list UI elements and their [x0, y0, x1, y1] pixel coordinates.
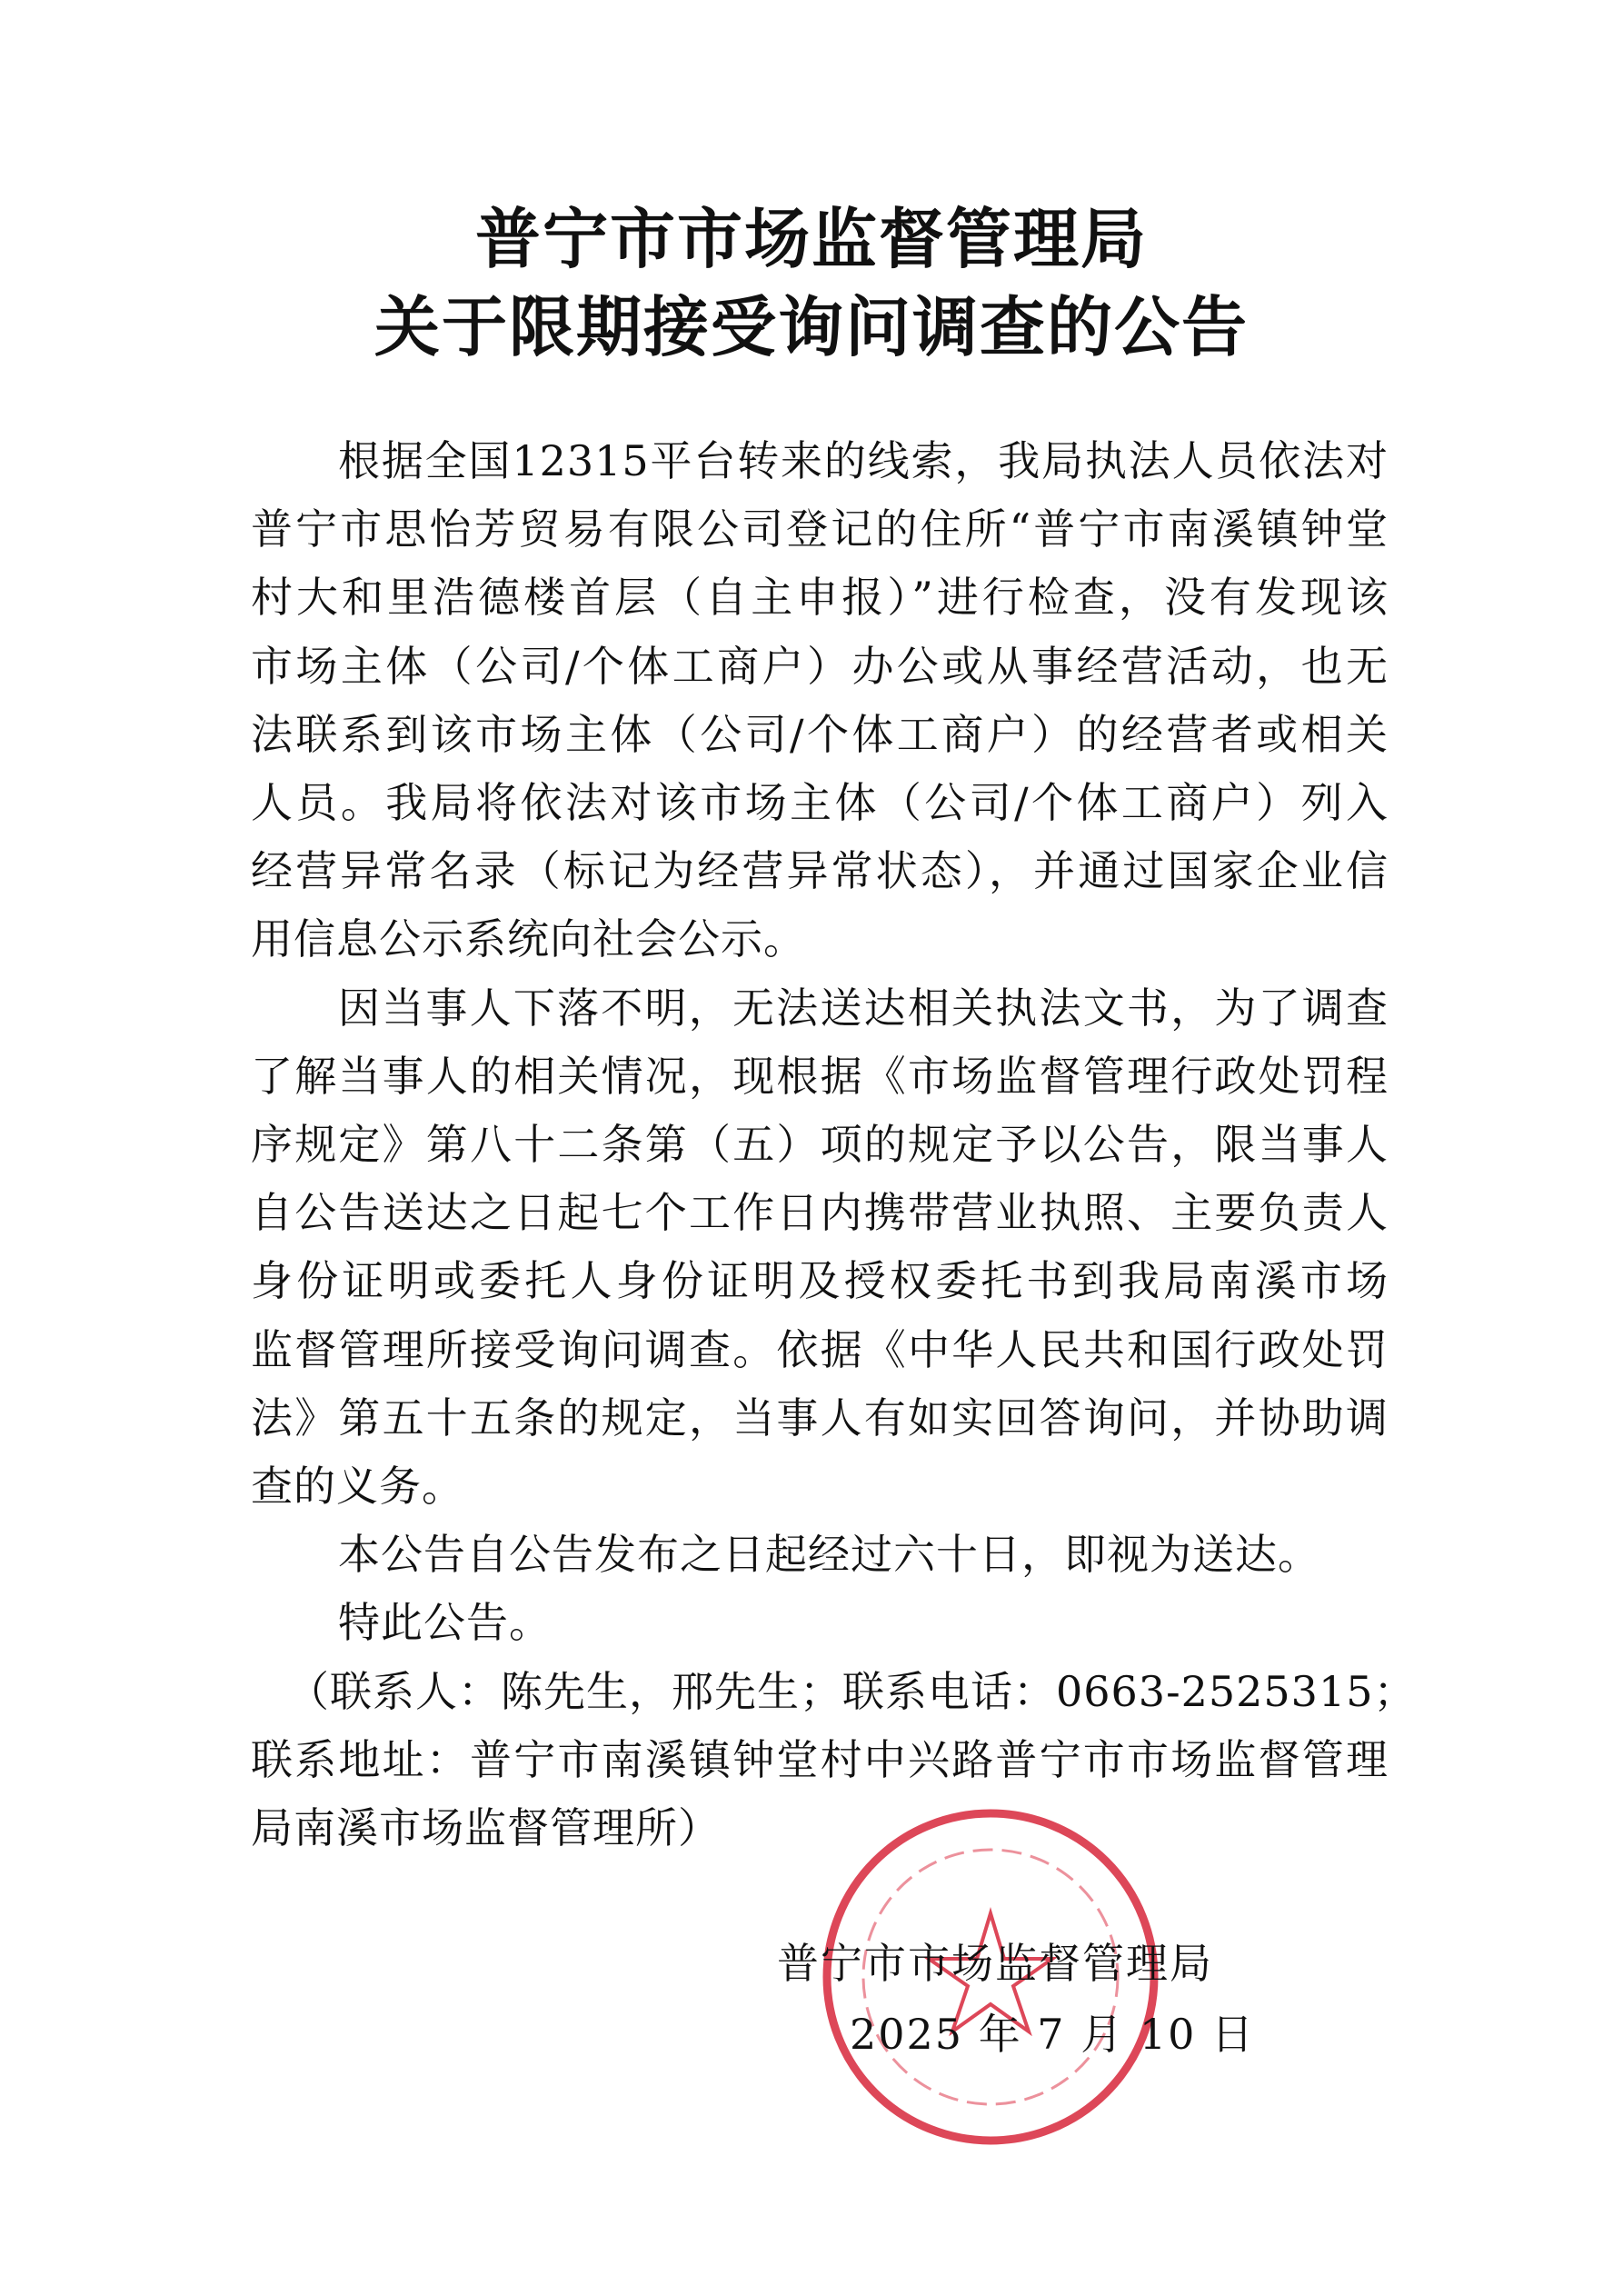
notice-title-line1: 普宁市市场监督管理局 [474, 200, 1148, 277]
body-text-line: 普宁市思怡芳贸易有限公司登记的住所“普宁市南溪镇钟堂 [251, 504, 1389, 554]
body-text-line: 自公告送达之日起七个工作日内携带营业执照、主要负责人 [251, 1188, 1389, 1238]
body-text-line: 村大和里浩德楼首层（自主申报）”进行检查，没有发现该 [251, 573, 1389, 623]
body-text-line: 监督管理所接受询问调查。依据《中华人民共和国行政处罚 [251, 1324, 1389, 1374]
body-text-line: 序规定》第八十二条第（五）项的规定予以公告，限当事人 [251, 1120, 1389, 1169]
body-text-line: 查的义务。 [251, 1462, 464, 1511]
signature-organization: 普宁市市场监督管理局 [777, 1939, 1213, 1988]
body-text-line: 根据全国12315平台转来的线索，我局执法人员依法对 [338, 436, 1389, 485]
body-text-line: 法》第五十五条的规定，当事人有如实回答询问，并协助调 [251, 1393, 1389, 1442]
body-text-line: （联系人：陈先生，邢先生；联系电话：0663-2525315； [287, 1666, 1417, 1716]
body-text-line: 人员。我局将依法对该市场主体（公司/个体工商户）列入 [251, 778, 1389, 827]
body-text-line: 市场主体（公司/个体工商户）办公或从事经营活动，也无 [251, 641, 1389, 691]
body-text-line: 经营异常名录（标记为经营异常状态），并通过国家企业信 [251, 846, 1389, 896]
body-text-line: 特此公告。 [338, 1598, 552, 1648]
body-text-line: 身份证明或委托人身份证明及授权委托书到我局南溪市场 [251, 1256, 1389, 1306]
body-text-line: 了解当事人的相关情况，现根据《市场监督管理行政处罚程 [251, 1051, 1389, 1101]
body-text-line: 用信息公示系统向社会公示。 [251, 914, 806, 964]
notice-title-line2: 关于限期接受询问调查的公告 [373, 288, 1249, 365]
body-text-line: 局南溪市场监督管理所） [251, 1803, 721, 1852]
body-text-line: 联系地址：普宁市南溪镇钟堂村中兴路普宁市市场监督管理 [251, 1734, 1389, 1784]
body-text-line: 本公告自公告发布之日起经过六十日，即视为送达。 [338, 1530, 1320, 1580]
signature-date: 2025 年 7 月 10 日 [850, 2010, 1255, 2059]
body-text-line: 因当事人下落不明，无法送达相关执法文书，为了调查 [338, 983, 1389, 1033]
body-text-line: 法联系到该市场主体（公司/个体工商户）的经营者或相关 [251, 709, 1389, 759]
